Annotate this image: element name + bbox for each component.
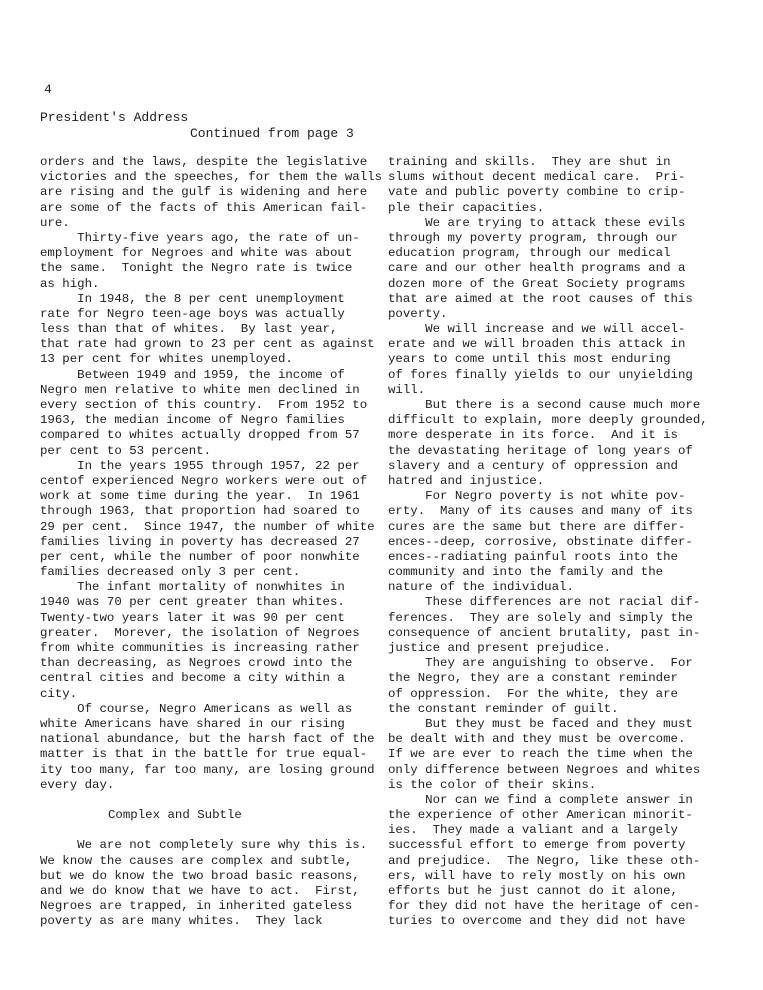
text-line: the experience of other American minorit- — [388, 808, 693, 823]
text-line: 1940 was 70 per cent greater than whites. — [40, 595, 345, 610]
text-line: In 1948, the 8 per cent unemployment — [40, 291, 345, 306]
text-line: employment for Negroes and white was about — [40, 246, 353, 261]
text-line: will. — [388, 382, 426, 397]
text-line: 13 per cent for whites unemployed. — [40, 352, 293, 367]
text-line: compared to whites actually dropped from 57 — [40, 428, 360, 443]
text-line: Of course, Negro Americans as well as — [40, 701, 353, 716]
text-line: slums without decent medical care. Pri- — [388, 170, 686, 185]
text-line: For Negro poverty is not white pov- — [388, 489, 686, 504]
text-line: through 1963, that proportion had soared to — [40, 504, 360, 519]
text-line: ers, will have to rely mostly on his own — [388, 868, 686, 883]
text-line: but we do know the two broad basic reasons, — [40, 868, 360, 883]
text-line: vate and public poverty combine to crip- — [388, 185, 686, 200]
text-line: work at some time during the year. In 1961 — [40, 489, 360, 504]
text-line: Between 1949 and 1959, the income of — [40, 367, 345, 382]
text-line: the Negro, they are a constant reminder — [388, 671, 678, 686]
text-line: is the color of their skins. — [388, 777, 597, 792]
text-line: hatred and injustice. — [388, 473, 545, 488]
text-line: the same. Tonight the Negro rate is twice — [40, 261, 353, 276]
text-line: We are trying to attack these evils — [388, 215, 686, 230]
text-line: poverty. — [388, 306, 448, 321]
text-line: ure. — [40, 215, 70, 230]
text-line: of fores finally yields to our unyielding — [388, 367, 693, 382]
text-line: The infant mortality of nonwhites in — [40, 580, 345, 595]
text-line: Negroes are trapped, in inherited gateless — [40, 899, 353, 914]
text-line: matter is that in the battle for true equal- — [40, 747, 368, 762]
text-line: of oppression. For the white, they are — [388, 686, 678, 701]
text-line: less than that of whites. By last year, — [40, 322, 338, 337]
text-line: be dealt with and they must be overcome. — [388, 732, 686, 747]
text-line: care and our other health programs and a — [388, 261, 686, 276]
text-line: years to come until this most enduring — [388, 352, 671, 367]
text-line: than decreasing, as Negroes crowd into the — [40, 656, 353, 671]
text-line: families decreased only 3 per cent. — [40, 565, 301, 580]
section-title: President's Address — [40, 110, 189, 125]
text-line: In the years 1955 through 1957, 22 per — [40, 458, 360, 473]
text-line: greater. Morever, the isolation of Negroes — [40, 625, 360, 640]
subheading: Complex and Subtle — [108, 808, 242, 823]
text-line: families living in poverty has decreased 27 — [40, 534, 360, 549]
text-line: 29 per cent. Since 1947, the number of white — [40, 519, 375, 534]
text-line: We will increase and we will accel- — [388, 322, 686, 337]
text-line: every section of this country. From 1952 to — [40, 398, 368, 412]
text-line: Nor can we find a complete answer in — [388, 792, 693, 807]
continued-label: Continued from page 3 — [190, 126, 354, 141]
text-line: white Americans have shared in our rising — [40, 716, 345, 731]
text-line: cures are the same but there are differ- — [388, 519, 686, 534]
text-line: erty. Many of its causes and many of its — [388, 504, 693, 519]
text-line: ple their capacities. — [388, 200, 545, 215]
text-line: Thirty-five years ago, the rate of un- — [40, 230, 360, 245]
text-line: and prejudice. The Negro, like these oth- — [388, 853, 701, 868]
text-line: are some of the facts of this American fail- — [40, 200, 368, 215]
text-line: slavery and a century of oppression and — [388, 458, 678, 473]
text-line: training and skills. They are shut in — [388, 155, 671, 169]
text-line: consequence of ancient brutality, past in- — [388, 625, 701, 640]
text-line: more desperate in its force. And it is — [388, 428, 678, 443]
spacer — [40, 823, 380, 838]
text-line: difficult to explain, more deeply grounded, — [388, 413, 708, 428]
text-line: We are not completely sure why this is. — [40, 838, 368, 853]
text-line: We know the causes are complex and subtle, — [40, 853, 353, 868]
text-line: orders and the laws, despite the legislative — [40, 155, 368, 169]
text-line: 1963, the median income of Negro families — [40, 413, 345, 428]
text-line: successful effort to emerge from poverty — [388, 838, 686, 853]
text-line: erate and we will broaden this attack in — [388, 337, 686, 352]
text-line: If we are ever to reach the time when the — [388, 747, 693, 762]
text-line: education program, through our medical — [388, 246, 671, 261]
text-line: dozen more of the Great Society programs — [388, 276, 686, 291]
text-line: for they did not have the heritage of cen- — [388, 899, 701, 914]
text-line: per cent, while the number of poor nonwhite — [40, 549, 360, 564]
text-line: the devastating heritage of long years of — [388, 443, 693, 458]
text-line: poverty as are many whites. They lack — [40, 914, 323, 929]
text-line: ferences. They are solely and simply the — [388, 610, 693, 625]
text-line: ences--radiating painful roots into the — [388, 549, 678, 564]
text-line: turies to overcome and they did not have — [388, 914, 686, 929]
right-column — [388, 155, 728, 930]
text-line: Negro men relative to white men declined in — [40, 382, 360, 397]
page-number: 4 — [44, 82, 52, 97]
text-line: rate for Negro teen-age boys was actually — [40, 306, 345, 321]
text-line: through my poverty program, through our — [388, 230, 678, 245]
text-line: nature of the individual. — [388, 580, 574, 595]
text-line: that rate had grown to 23 per cent as against — [40, 337, 375, 352]
text-line: community and into the family and the — [388, 565, 664, 580]
text-line: that are aimed at the root causes of this — [388, 291, 693, 306]
text-line: They are anguishing to observe. For — [388, 656, 693, 671]
text-line: ences--deep, corrosive, obstinate differ- — [388, 534, 693, 549]
text-line: from white communities is increasing rather — [40, 641, 360, 655]
text-line: victories and the speeches, for them the walls — [40, 170, 383, 185]
text-line: every day. — [40, 777, 115, 792]
text-line: But they must be faced and they must — [388, 716, 693, 731]
text-line: the constant reminder of guilt. — [388, 701, 619, 716]
text-line: per cent to 53 percent. — [40, 443, 212, 458]
text-line: But there is a second cause much more — [388, 398, 701, 412]
text-line: central cities and become a city within a — [40, 671, 345, 686]
text-line: justice and present prejudice. — [388, 641, 612, 655]
spacer — [40, 793, 380, 808]
text-line: efforts but he just cannot do it alone, — [388, 884, 678, 898]
text-line: and we do know that we have to act. First, — [40, 884, 360, 898]
text-line: are rising and the gulf is widening and here — [40, 185, 368, 200]
text-line: centof experienced Negro workers were out of — [40, 473, 368, 488]
text-line: only difference between Negroes and whites — [388, 762, 701, 777]
text-line: as high. — [40, 276, 100, 291]
text-line: city. — [40, 686, 78, 701]
text-line: These differences are not racial dif- — [388, 595, 701, 610]
text-line: Twenty-two years later it was 90 per cent — [40, 610, 345, 625]
text-line: national abundance, but the harsh fact of the — [40, 732, 375, 747]
text-line: ies. They made a valiant and a largely — [388, 823, 678, 838]
left-column — [40, 155, 383, 930]
text-line: ity too many, far too many, are losing ground — [40, 762, 375, 777]
